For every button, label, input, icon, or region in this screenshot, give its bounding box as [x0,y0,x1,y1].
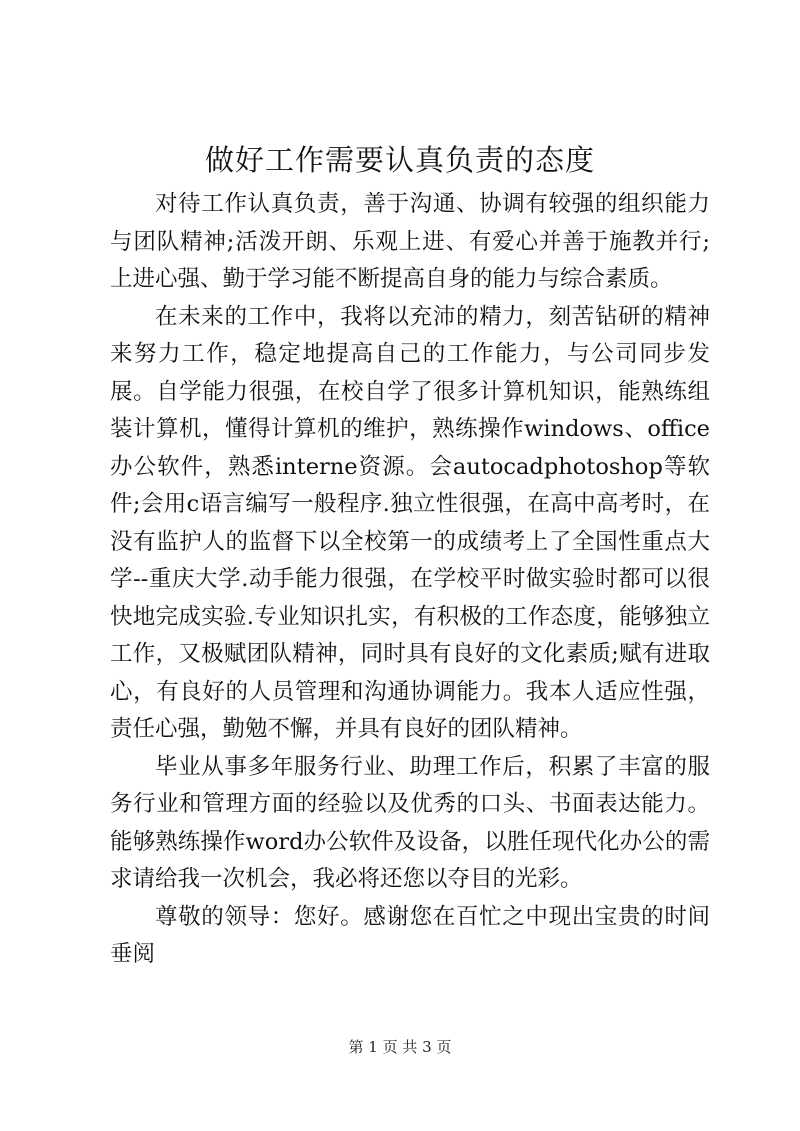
document-body [110,186,710,974]
paragraph-4: 尊敬的领导：您好。感谢您在百忙之中现出宝贵的时间垂阅 [110,903,710,967]
paragraph-2: 在未来的工作中，我将以充沛的精力，刻苦钻研的精神来努力工作，稳定地提高自己的工作能力，与公司同步发展。自学能力很强，在校自学了很多计算机知识，能熟练组装计算机，懂得计算机的维护，熟练操作windows、office办公软件，熟悉interne资源。会autocadphotoshop等软件;会用c语言编写一般程序.独立性很强，在高中高考时，在没有监护人的监督下以全校第一的成绩考上了全国性重点大学--重庆大学.动手能力很强，在学校平时做实验时都可以很快地完成实验.专业知识扎实，有积极的工作态度，能够独立工作，又极赋团队精神，同时具有良好的文化素质;赋有进取心，有良好的人员管理和沟通协调能力。我本人适应性强，责任心强，勤勉不懈，并具有良好的团队精神。 [110,303,710,742]
page-title: 做好工作需要认真负责的态度 [204,143,595,177]
page-footer [0,1036,800,1058]
paragraph-3: 毕业从事多年服务行业、助理工作后，积累了丰富的服务行业和管理方面的经验以及优秀的口头、书面表达能力。能够熟练操作word办公软件及设备，以胜任现代化办公的需求请给我一次机会，我必将还您以夺目的光彩。 [110,753,710,892]
paragraph-1: 对待工作认真负责，善于沟通、协调有较强的组织能力与团队精神;活泼开朗、乐观上进、有爱心并善于施教并行;上进心强、勤于学习能不断提高自身的能力与综合素质。 [110,191,710,292]
page-number-indicator: 第 1 页 共 3 页 [348,1038,452,1056]
